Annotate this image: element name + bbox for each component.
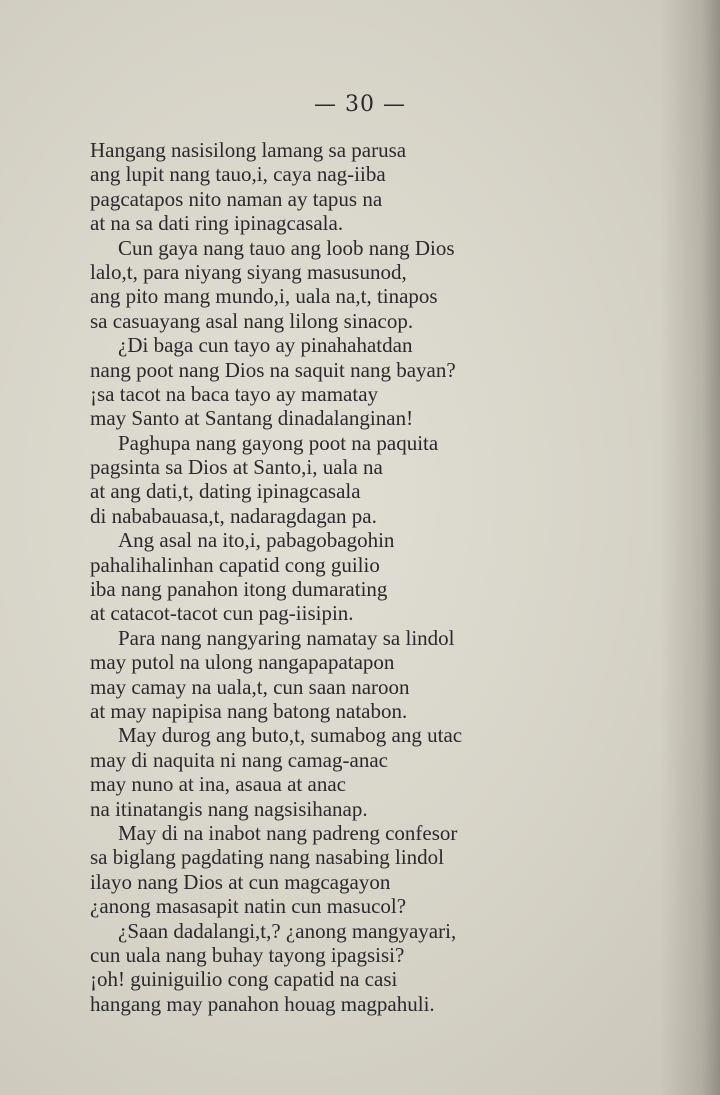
poem-line: Cun gaya nang tauo ang loob nang Dios <box>118 235 455 260</box>
poem-line: pahalihalinhan capatid cong guilio <box>90 552 380 577</box>
poem-line: ¡sa tacot na baca tayo ay mamatay <box>90 381 379 406</box>
poem-line: ilayo nang Dios at cun magcagayon <box>90 869 391 894</box>
poem-line: ¿anong masasapit natin cun masucol? <box>90 894 407 919</box>
poem-line: may di naquita ni nang camag-anac <box>90 747 388 772</box>
poem-line: may putol na ulong nangapapatapon <box>90 650 395 675</box>
poem-line: sa biglang pagdating nang nasabing lindol <box>90 845 445 870</box>
poem-line: ang lupit nang tauo,i, caya nag-iiba <box>90 162 386 187</box>
poem-line: cun uala nang buhay tayong ipagsisi? <box>90 942 405 967</box>
poem-line: nang poot nang Dios na saquit nang bayan? <box>90 357 456 382</box>
poem-line: may Santo at Santang dinadalanginan! <box>90 406 414 431</box>
poem-line: May di na inabot nang padreng confesor <box>118 820 458 845</box>
poem-line: Para nang nangyaring namatay sa lindol <box>118 625 455 650</box>
poem-line: ¿Di baga cun tayo ay pinahahatdan <box>118 333 413 358</box>
poem-line: na itinatangis nang nagsisihanap. <box>90 796 368 821</box>
poem-line: iba nang panahon itong dumarating <box>90 577 388 602</box>
poem-line: may camay na uala,t, cun saan naroon <box>90 674 410 699</box>
poem-line: pagsinta sa Dios at Santo,i, uala na <box>90 455 383 480</box>
poem-line: at catacot-tacot cun pag-iisipin. <box>90 601 354 626</box>
poem-line: Paghupa nang gayong poot na paquita <box>118 430 439 455</box>
poem-line: ang pito mang mundo,i, uala na,t, tinapos <box>90 284 438 309</box>
poem-line: di nababauasa,t, nadaragdagan pa. <box>90 503 377 528</box>
poem-line: Ang asal na ito,i, pabagobagohin <box>118 528 395 553</box>
poem-line: May durog ang buto,t, sumabog ang utac <box>118 723 463 748</box>
poem-line: at may napipisa nang batong natabon. <box>90 698 408 723</box>
poem-line: ¿Saan dadalangi,t,? ¿anong mangyayari, <box>118 918 457 943</box>
poem-line: at ang dati,t, dating ipinagcasala <box>90 479 361 504</box>
poem-line: Hangang nasisilong lamang sa parusa <box>90 138 407 162</box>
poem-line: ¡oh! guiniguilio cong capatid na casi <box>90 967 398 992</box>
poem-line: lalo,t, para niyang siyang masusunod, <box>90 259 407 284</box>
page-number: — 30 — <box>314 92 406 117</box>
poem-line: at na sa dati ring ipinagcasala. <box>90 211 344 236</box>
poem-line: sa casuayang asal nang lilong sinacop. <box>90 308 414 333</box>
poem-line: may nuno at ina, asaua at anac <box>90 772 346 797</box>
poem-text <box>90 138 610 1016</box>
poem-line: pagcatapos nito naman ay tapus na <box>90 186 383 211</box>
page-edge-shadow <box>660 0 720 1095</box>
poem-line: hangang may panahon houag magpahuli. <box>90 991 435 1016</box>
